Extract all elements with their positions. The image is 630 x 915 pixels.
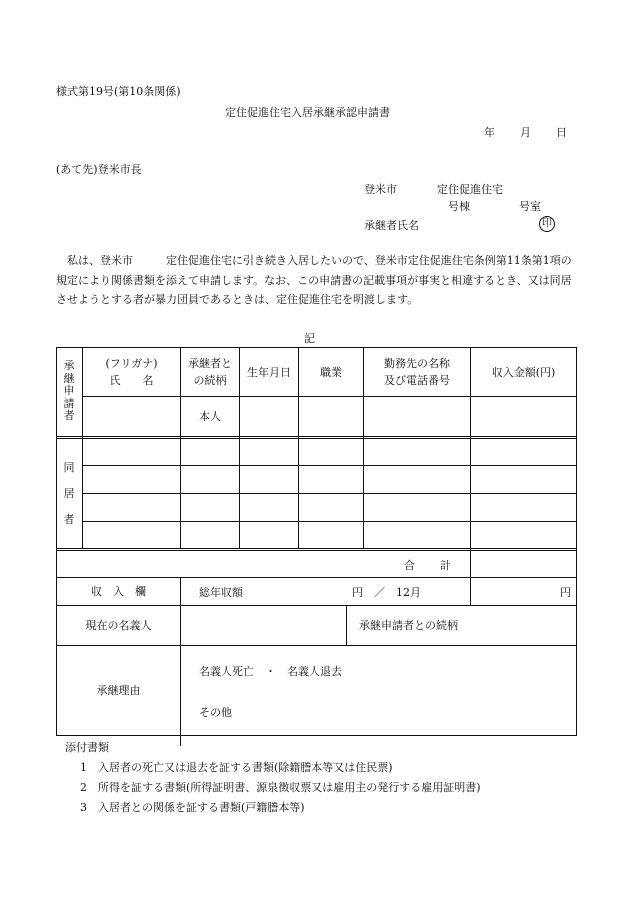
header-birthdate: 生年月日: [247, 365, 291, 379]
ki-label: 記: [304, 332, 315, 345]
header-name: (フリガナ) 氏 名: [105, 357, 158, 387]
date-year-label: 年: [484, 126, 495, 139]
date-month-label: 月: [520, 126, 531, 139]
yen-label: 円: [560, 586, 571, 599]
applicant-city: 登米市: [364, 183, 397, 196]
header-employer: 勤務先の名称 及び電話番号: [384, 357, 450, 387]
annual-income-label: 総年収額: [199, 586, 243, 599]
monthly-divisor-label: 円 ／ 12月: [352, 586, 421, 599]
reason-option-death-departure: 名義人死亡 ・ 名義人退去: [199, 665, 342, 678]
form-number: 様式第19号(第10条関係): [56, 85, 181, 98]
addressee: (あて先)登米市長: [56, 163, 142, 176]
application-statement: 私は、登米市 定住促進住宅に引き続き入居したいので、登米市定住促進住宅条例第11条第1項の規定により関係書類を添えて申請します。なお、この申請書の記載事項が事実と相違するとき、又は同居させようとする者が暴力団員であるときは、定住促進住宅を明渡します。: [56, 254, 572, 306]
applicant-building: 号棟: [448, 200, 470, 213]
applicant-room: 号室: [519, 200, 541, 213]
income-row-label: 収 入 欄: [91, 585, 146, 598]
cohabitant-vertical-label: 同 居 者: [63, 460, 75, 526]
list-item: 1 入居者の死亡又は退去を証する書類(除籍謄本等又は住民票): [80, 761, 393, 774]
current-holder-label: 現在の名義人: [85, 619, 152, 632]
header-occupation: 職業: [320, 365, 342, 379]
list-item: 2 所得を証する書類(所得証明書、源泉徴収票又は雇用主の発行する雇用証明書): [80, 781, 481, 794]
page-title: 定住促進住宅入居承継承認申請書: [225, 106, 390, 119]
holder-relation-label: 承継申請者との続柄: [359, 619, 458, 632]
applicant-housing: 定住促進住宅: [437, 183, 503, 196]
reason-option-other: その他: [199, 706, 232, 719]
header-income: 収入金額(円): [491, 365, 556, 379]
self-relation: 本人: [199, 410, 221, 423]
total-label: 合 計: [404, 559, 452, 572]
seal-mark: 印: [539, 216, 555, 232]
list-item: 3 入居者との関係を証する書類(戸籍謄本等): [80, 801, 305, 814]
reason-label: 承継理由: [96, 684, 141, 697]
header-relation: 承継者と の続柄: [188, 357, 232, 387]
date-day-label: 日: [556, 126, 567, 139]
attachments-title: 添付書類: [65, 741, 109, 754]
applicant-vertical-label: 承 継 申 請 者: [63, 359, 75, 423]
applicant-name-label: 承継者氏名: [364, 219, 419, 232]
